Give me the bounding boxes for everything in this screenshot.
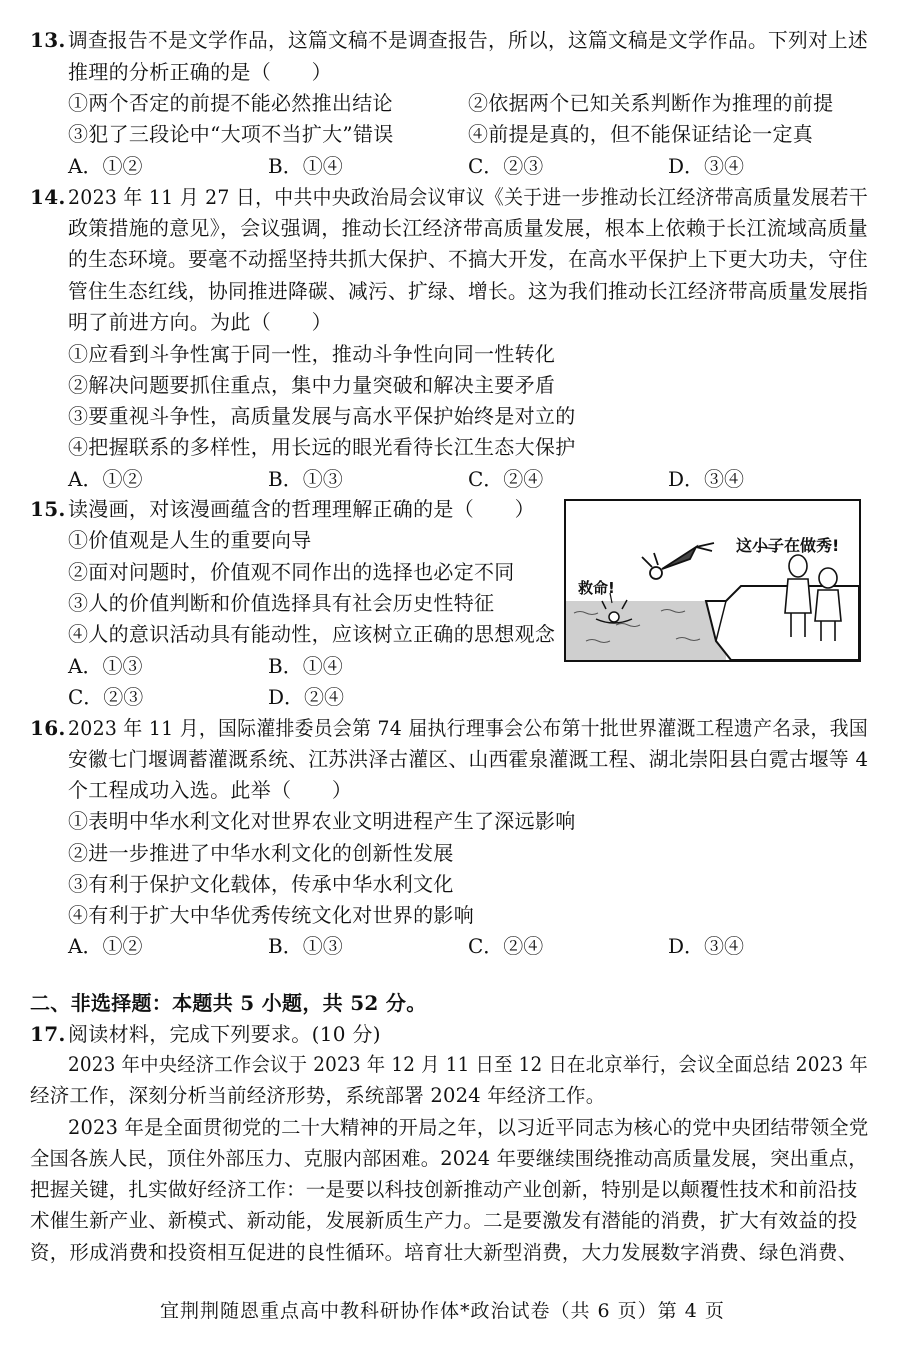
page-footer: 宜荆荆随恩重点高中教科研协作体*政治试卷（共 6 页）第 4 页	[160, 1300, 725, 1322]
q14-number: 14.	[30, 185, 66, 209]
q17-stem: 阅读材料，完成下列要求。(10 分)	[68, 1022, 381, 1046]
q17-para1-line2: 经济工作，深刻分析当前经济形势，系统部署 2024 年经济工作。	[30, 1084, 606, 1107]
q14-stem-line5: 明了前进方向。为此（ ）	[68, 310, 332, 334]
q15-stem: 读漫画，对该漫画蕴含的哲理理解正确的是（ ）	[68, 497, 535, 521]
q14-item-2: ②解决问题要抓住重点，集中力量突破和解决主要矛盾	[68, 373, 556, 397]
q13-option-b: B．①④	[268, 154, 343, 178]
q17-para2-line5: 资，形成消费和投资相互促进的良性循环。培育壮大新型消费，大力发展数字消费、绿色消费、	[30, 1241, 858, 1264]
q17-para2-line4: 术催生新产业、新模式、新动能，发展新质生产力。二是要激发有潜能的消费，扩大有效益的投	[30, 1209, 858, 1232]
water	[566, 601, 726, 660]
q17-number: 17.	[30, 1022, 66, 1046]
q17-para1-line1: 2023 年中央经济工作会议于 2023 年 12 月 11 日至 12 日在北京举行，会议全面总结 2023 年	[68, 1053, 868, 1076]
q16-option-c: C．②④	[468, 934, 544, 958]
q17-para2-line1: 2023 年是全面贯彻党的二十大精神的开局之年，以习近平同志为核心的党中央团结带领全党	[68, 1116, 869, 1139]
q14-option-a: A．①②	[68, 467, 143, 491]
q16-stem-line2: 安徽七门堰调蓄灌溉系统、江苏洪泽古灌区、山西霍泉灌溉工程、湖北崇阳县白霓古堰等 4	[68, 747, 869, 771]
section2-title: 二、非选择题：本题共 5 小题，共 52 分。	[30, 991, 427, 1015]
q13-item-3: ③犯了三段论中“大项不当扩大”错误	[68, 122, 394, 146]
q14-item-1: ①应看到斗争性寓于同一性，推动斗争性向同一性转化	[68, 342, 556, 366]
q15-item-2: ②面对问题时，价值观不同作出的选择也必定不同	[68, 560, 515, 584]
q14-stem-line3: 的生态环境。要毫不动摇坚持共抓大保护、不搞大开发，在高水平保护上下更大功夫，守住	[68, 247, 868, 271]
q14-stem-line1: 2023 年 11 月 27 日，中共中央政治局会议审议《关于进一步推动长江经济带高质量发展若干	[68, 185, 868, 209]
q13-stem-line1: 调查报告不是文学作品，这篇文稿不是调查报告，所以，这篇文稿是文学作品。下列对上述	[68, 28, 868, 52]
q14-option-c: C．②④	[468, 467, 544, 491]
cartoon-text-left: 救命!	[578, 579, 615, 597]
q14-option-d: D．③④	[668, 467, 745, 491]
q13-option-c: C．②③	[468, 154, 544, 178]
cartoon-image	[564, 499, 861, 662]
q17-para2-line2: 全国各族人民，顶住外部压力、克服内部困难。2024 年要继续围绕推动高质量发展，突出重点，	[30, 1147, 868, 1170]
q15-number: 15.	[30, 497, 66, 521]
cartoon-text-right: 这小子在做秀!	[736, 536, 840, 555]
q17-para2-line3: 把握关键，扎实做好经济工作：一是要以科技创新推动产业创新，特别是以颠覆性技术和前沿技	[30, 1178, 858, 1201]
q15-item-4: ④人的意识活动具有能动性，应该树立正确的思想观念	[68, 622, 556, 646]
q15-option-a: A．①③	[68, 654, 143, 678]
diving-man	[642, 543, 714, 579]
q16-item-3: ③有利于保护文化载体，传承中华水利文化	[68, 872, 454, 896]
q16-item-1: ①表明中华水利文化对世界农业文明进程产生了深远影响	[68, 809, 576, 833]
q14-stem-line2: 政策措施的意见》，会议强调，推动长江经济带高质量发展，根本上依赖于长江流域高质量	[68, 216, 868, 240]
q16-option-a: A．①②	[68, 934, 143, 958]
q16-number: 16.	[30, 716, 66, 740]
q14-stem-line4: 管住生态红线，协同推进降碳、减污、扩绿、增长。这为我们推动长江经济带高质量发展指	[68, 279, 868, 303]
q15-option-c: C．②③	[68, 685, 144, 709]
q13-stem-line2: 推理的分析正确的是（ ）	[68, 60, 332, 84]
q16-option-d: D．③④	[668, 934, 745, 958]
q16-stem-line1: 2023 年 11 月，国际灌排委员会第 74 届执行理事会公布第十批世界灌溉工程遗产名录，我国	[68, 716, 868, 740]
q13-item-4: ④前提是真的，但不能保证结论一定真	[468, 122, 814, 146]
q13-option-d: D．③④	[668, 154, 745, 178]
cartoon-drawing	[566, 501, 859, 660]
q14-item-4: ④把握联系的多样性，用长远的眼光看待长江生态大保护	[68, 435, 576, 459]
q15-item-1: ①价值观是人生的重要向导	[68, 528, 312, 552]
q13-option-a: A．①②	[68, 154, 143, 178]
q15-option-d: D．②④	[268, 685, 345, 709]
q14-option-b: B．①③	[268, 467, 343, 491]
q14-item-3: ③要重视斗争性，高质量发展与高水平保护始终是对立的	[68, 404, 576, 428]
q13-item-1: ①两个否定的前提不能必然推出结论	[68, 91, 393, 115]
q16-option-b: B．①③	[268, 934, 343, 958]
q15-item-3: ③人的价值判断和价值选择具有社会历史性特征	[68, 591, 495, 615]
q13-item-2: ②依据两个已知关系判断作为推理的前提	[468, 91, 834, 115]
q16-item-2: ②进一步推进了中华水利文化的创新性发展	[68, 841, 454, 865]
q16-stem-line3: 个工程成功入选。此举（ ）	[68, 778, 353, 802]
q13-number: 13.	[30, 28, 66, 52]
q15-option-b: B．①④	[268, 654, 343, 678]
q16-item-4: ④有利于扩大中华优秀传统文化对世界的影响	[68, 903, 474, 927]
